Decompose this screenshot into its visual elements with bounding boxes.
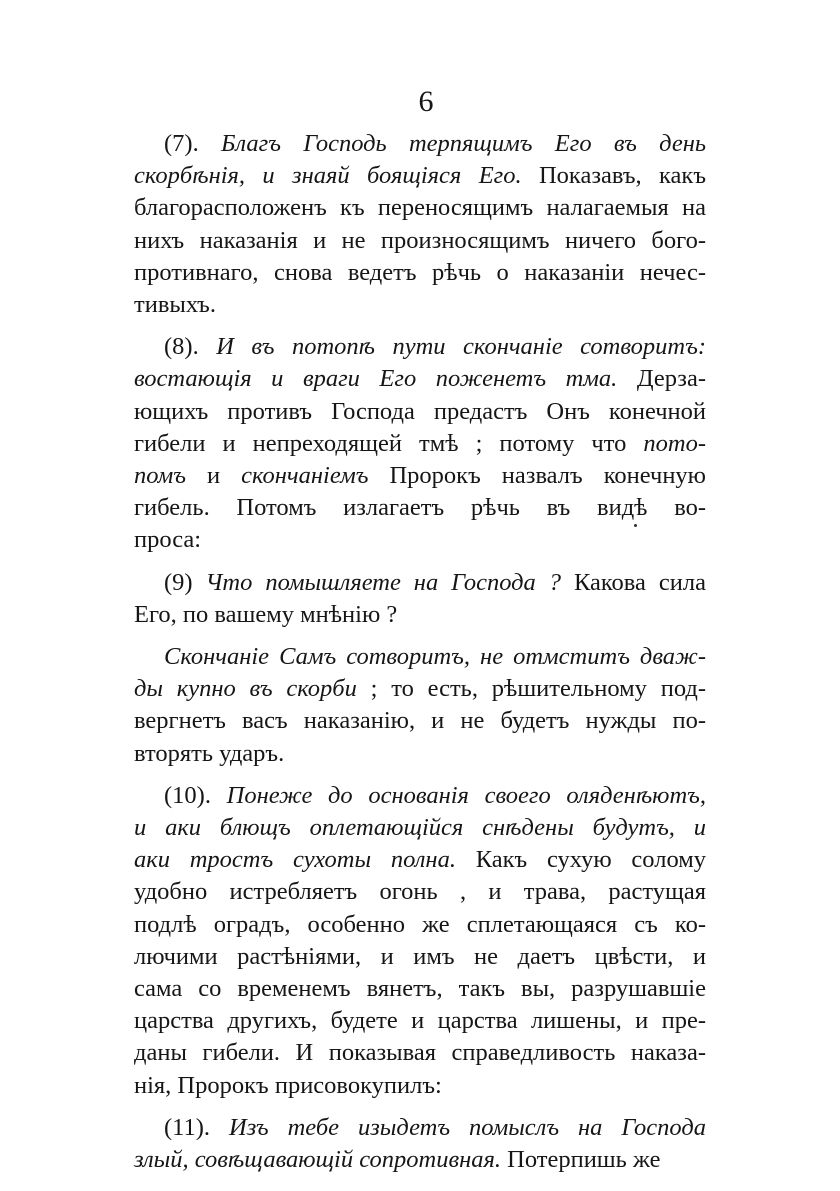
text-line xyxy=(134,128,706,160)
paragraph-v9b xyxy=(134,641,706,770)
commentary-text: подлѣ оградъ, особенно же сплетающаяся съ ко- xyxy=(134,910,706,938)
scripture-quote: пото- xyxy=(643,429,706,457)
text-line xyxy=(134,428,706,460)
commentary-text: тивыхъ. xyxy=(134,291,216,319)
paragraph-v11 xyxy=(134,1112,706,1176)
commentary-text: Показавъ, какъ xyxy=(521,162,706,190)
text-line xyxy=(134,160,706,192)
commentary-text: Потерпишь же xyxy=(501,1146,661,1174)
scripture-quote: Скончаніе Самъ сотворитъ, не отмститъ дваж- xyxy=(164,643,706,671)
commentary-text: гибель. Потомъ излагаетъ рѣчь въ видѣ во- xyxy=(134,494,706,522)
commentary-text: гибели и непреходящей тмѣ ; потому что xyxy=(134,429,644,457)
text-line xyxy=(134,396,706,428)
text-line xyxy=(134,780,706,812)
scripture-quote: аки тростъ сухоты полна. xyxy=(134,846,456,874)
scripture-quote: Благъ Господь терпящимъ Его въ день xyxy=(220,130,706,157)
scripture-quote: востающія и враги Его поженетъ тма. xyxy=(134,365,618,393)
text-line xyxy=(134,1112,706,1144)
text-line xyxy=(134,567,706,599)
commentary-text: ющихъ противъ Господа предастъ Онъ конечной xyxy=(134,397,706,425)
text-line xyxy=(134,460,706,492)
commentary-text: (10). xyxy=(164,781,227,809)
commentary-text: проса: xyxy=(134,526,202,554)
paragraph-v9 xyxy=(134,567,706,631)
scripture-quote: И въ потопѣ пути скончаніе сотворитъ: xyxy=(216,333,706,361)
scripture-quote: помъ xyxy=(134,462,186,490)
text-line xyxy=(134,876,706,908)
book-page xyxy=(134,84,706,1186)
scripture-quote: скончаніемъ xyxy=(241,462,369,490)
scripture-quote: злый, совѣщавающій сопротивная. xyxy=(134,1146,501,1174)
text-line xyxy=(134,331,706,363)
text-line xyxy=(134,289,706,321)
paragraphs xyxy=(134,128,706,1176)
text-line xyxy=(134,973,706,1005)
text-line xyxy=(134,844,706,876)
text-line xyxy=(134,641,706,673)
text-line xyxy=(134,941,706,973)
text-line xyxy=(134,909,706,941)
commentary-text: лючими растѣніями, и имъ не даетъ цвѣсти, и xyxy=(134,942,706,970)
text-line xyxy=(134,1005,706,1037)
scripture-quote: Что помышляете на Господа ? xyxy=(205,568,562,596)
commentary-text: Пророкъ назвалъ конечную xyxy=(368,462,706,490)
commentary-text: противнаго, снова ведетъ рѣчь о наказаніи нечес- xyxy=(134,258,706,286)
commentary-text: благорасположенъ къ переносящимъ налагаемыя на xyxy=(134,194,706,222)
commentary-text: ; то есть, рѣшительному под- xyxy=(356,675,706,703)
commentary-text: (8). xyxy=(164,333,217,361)
text-line xyxy=(134,1037,706,1069)
scripture-quote: и аки блющъ оплетающійся снѣдены будутъ, и xyxy=(134,814,706,842)
text-line xyxy=(134,1144,706,1176)
commentary-text: удобно истребляетъ огонь , и трава, растущая xyxy=(134,878,706,906)
commentary-text: Какова сила xyxy=(561,568,706,596)
commentary-text: царства другихъ, будете и царства лишены, и пре- xyxy=(134,1007,706,1035)
text-line xyxy=(134,812,706,844)
text-line xyxy=(134,1070,706,1102)
text-line xyxy=(134,225,706,257)
scripture-quote: скорбѣнія, и знаяй боящіяся Его. xyxy=(134,162,522,190)
paragraph-v7 xyxy=(134,128,706,321)
commentary-text: (11). xyxy=(164,1113,229,1141)
print-speck xyxy=(634,524,637,527)
commentary-text: (7). xyxy=(164,130,221,157)
scripture-quote: ды купно въ скорби xyxy=(134,675,357,703)
page-number: 6 xyxy=(418,85,434,118)
commentary-text: вторять ударъ. xyxy=(134,739,285,767)
scripture-quote: Изъ тебе изыдетъ помыслъ на Господа xyxy=(229,1113,706,1141)
commentary-text: (9) xyxy=(164,568,206,596)
commentary-text: даны гибели. И показывая справедливость наказа- xyxy=(134,1039,706,1067)
text-line xyxy=(134,257,706,289)
commentary-text: нихъ наказанія и не произносящимъ ничего бого- xyxy=(134,226,706,254)
text-line xyxy=(134,363,706,395)
commentary-text: Его, по вашему мнѣнію ? xyxy=(134,600,398,628)
paragraph-v8 xyxy=(134,331,706,556)
text-line xyxy=(134,673,706,705)
text-line xyxy=(134,599,706,631)
text-line xyxy=(134,192,706,224)
commentary-text: и xyxy=(185,462,242,490)
scripture-quote: Понеже до основанія своего оляденѣютъ, xyxy=(226,781,706,809)
paragraph-v10 xyxy=(134,780,706,1102)
commentary-text: Какъ сухую солому xyxy=(455,846,706,874)
commentary-text: Дерза- xyxy=(617,365,706,393)
text-line xyxy=(134,705,706,737)
text-line xyxy=(134,738,706,770)
text-line xyxy=(134,524,706,556)
commentary-text: сама со временемъ вянетъ, такъ вы, разрушавшіе xyxy=(134,975,706,1003)
commentary-text: нія, Пророкъ присовокупилъ: xyxy=(134,1071,442,1099)
text-line xyxy=(134,492,706,524)
commentary-text: вергнетъ васъ наказанію, и не будетъ нужды по- xyxy=(134,707,706,735)
